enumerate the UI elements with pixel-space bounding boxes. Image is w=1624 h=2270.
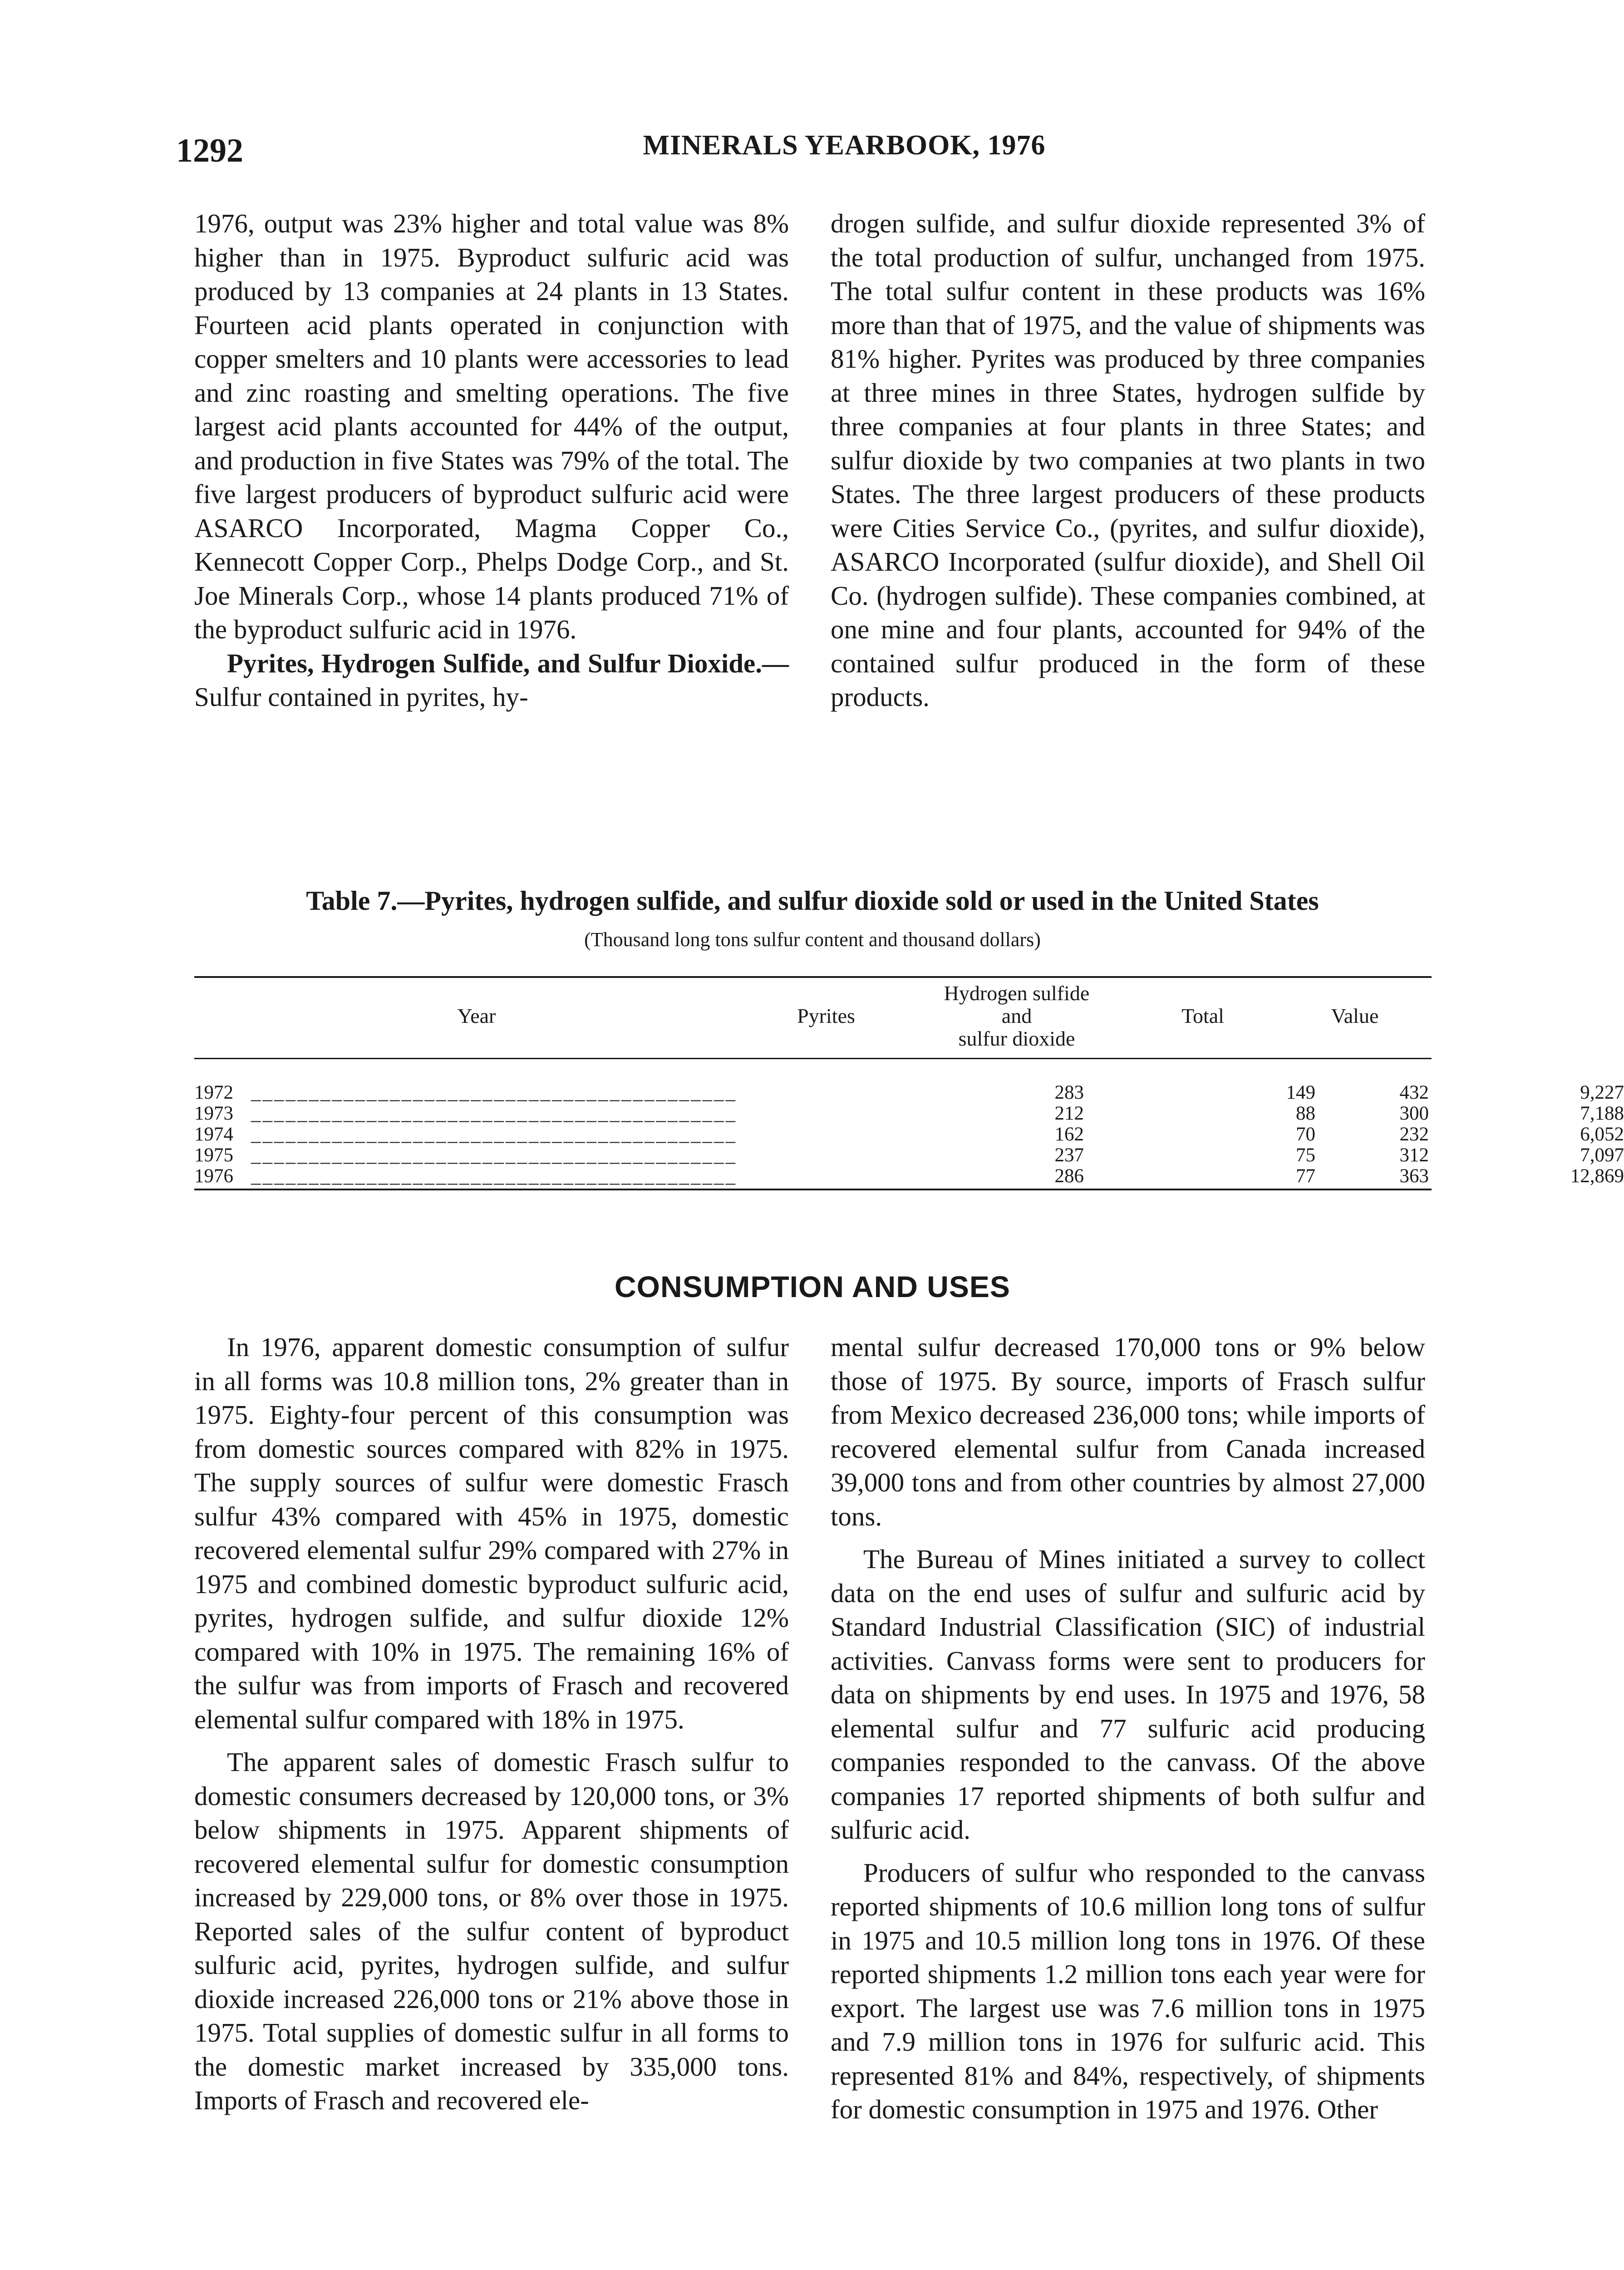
paragraph: The Bureau of Mines initiated a survey to collect data on the end uses of sulfur and sulfuric acid by Standard Industrial Classification (SIC) of industrial activities. Canvass forms were sent to producers for data on shipments by end uses. In 1975 and 1976, 58 elemental sulfur and 77 sulfuric acid producing companies responded to the canvass. Of the above companies 17 reported shipments of both sulfur and sulfuric acid. (831, 1544, 1425, 1845)
leader-dots: __________________________________________ (251, 1165, 737, 1187)
cell-hydrogen-sulfide: 88 (1296, 1103, 1315, 1124)
paragraph-pyrites (194, 646, 789, 714)
table-title: Table 7.—Pyrites, hydrogen sulfide, and sulfur dioxide sold or used in the United States (306, 886, 1319, 916)
table-row (194, 1103, 1624, 1124)
cell-year: 1972 (194, 1082, 233, 1103)
cell-year: 1974 (194, 1124, 233, 1145)
cell-total: 312 (1399, 1145, 1429, 1166)
cell-value: 7,097 (1580, 1145, 1624, 1166)
cell-pyrites: 212 (1054, 1103, 1084, 1124)
leader-dots: __________________________________________ (251, 1145, 737, 1166)
table-row (194, 1145, 1624, 1166)
section-heading: CONSUMPTION AND USES (615, 1270, 1010, 1303)
table-header-rule (194, 1058, 1432, 1059)
table-row (194, 1165, 1624, 1187)
column-header-year: Year (457, 1004, 496, 1027)
bottom-left-column (194, 1330, 789, 2117)
cell-hydrogen-sulfide: 77 (1296, 1165, 1315, 1187)
header-line: sulfur dioxide (958, 1027, 1075, 1050)
table-row (194, 1082, 1624, 1103)
column-header-total: Total (1181, 1004, 1224, 1027)
cell-total: 432 (1399, 1082, 1429, 1103)
cell-hydrogen-sulfide: 75 (1296, 1145, 1315, 1166)
paragraph: 1976, output was 23% higher and total value was 8% higher than in 1975. Byproduct sulfuric acid was produced by 13 companies at 24 plants in 13 States. Fourteen acid plants operated in conjunction with copper smelters and 10 plants were accessories to lead and zinc roasting and smelting operations. The five largest acid plants accounted for 44% of the output, and production in five States was 79% of the total. The five largest producers of byproduct sulfuric acid were ASARCO Incorporated, Magma Copper Co., Kennecott Copper Corp., Phelps Dodge Corp., and St. Joe Minerals Corp., whose 14 plants produced 71% of the byproduct sulfuric acid in 1976. (194, 208, 789, 644)
paragraph: In 1976, apparent domestic consumption of sulfur in all forms was 10.8 million tons, 2% greater than in 1975. Eighty-four percent of this consumption was from domestic sources compared with 82% in 1975. The supply sources of sulfur were domestic Frasch sulfur 43% compared with 45% in 1975, domestic recovered elemental sulfur 29% compared with 27% in 1975 and combined domestic byproduct sulfuric acid, pyrites, hydrogen sulfide, and sulfur dioxide 12% compared with 10% in 1975. The remaining 16% of the sulfur was from imports of Frasch and recovered elemental sulfur compared with 18% in 1975. (194, 1332, 789, 1734)
top-left-column (194, 207, 789, 714)
header-line: Hydrogen sulfide (944, 982, 1090, 1005)
column-header-hydrogen-sulfide (899, 982, 1135, 1050)
cell-value: 12,869 (1570, 1165, 1624, 1187)
cell-total: 363 (1399, 1165, 1429, 1187)
subsection-heading: Pyrites, Hydrogen Sulfide, and Sulfur Dioxide.— (227, 648, 789, 678)
cell-value: 6,052 (1580, 1124, 1624, 1145)
cell-year: 1973 (194, 1103, 233, 1124)
cell-pyrites: 162 (1054, 1124, 1084, 1145)
header-line: and (1001, 1004, 1032, 1027)
column-header-value: Value (1331, 1004, 1379, 1027)
leader-dots: __________________________________________ (251, 1082, 737, 1103)
page-number: 1292 (176, 132, 243, 169)
cell-hydrogen-sulfide: 149 (1286, 1082, 1315, 1103)
table-top-rule (194, 976, 1432, 978)
cell-year: 1976 (194, 1165, 233, 1187)
cell-year: 1975 (194, 1145, 233, 1166)
cell-pyrites: 283 (1054, 1082, 1084, 1103)
cell-value: 9,227 (1580, 1082, 1624, 1103)
top-right-column (831, 207, 1425, 714)
table-bottom-rule (194, 1189, 1432, 1190)
cell-total: 300 (1399, 1103, 1429, 1124)
cell-pyrites: 237 (1054, 1145, 1084, 1166)
leader-dots: __________________________________________ (251, 1103, 737, 1124)
running-head: MINERALS YEARBOOK, 1976 (643, 130, 1046, 161)
subsection-text: Sulfur contained in pyrites, hy- (194, 682, 528, 712)
bottom-right-column (831, 1330, 1425, 2127)
paragraph: The apparent sales of domestic Frasch sulfur to domestic consumers decreased by 120,000 tons, or 3% below shipments in 1975. Apparent shipments of recovered elemental sulfur for domestic consumption increased by 229,000 tons, or 8% over those in 1975. Reported sales of the sulfur content of byproduct sulfuric acid, pyrites, hydrogen sulfide, and sulfur dioxide increased 226,000 tons or 21% above those in 1975. Total supplies of domestic sulfur in all forms to the domestic market increased by 335,000 tons. Imports of Frasch and recovered ele- (194, 1747, 789, 2115)
column-header-pyrites: Pyrites (797, 1004, 855, 1027)
paragraph: drogen sulfide, and sulfur dioxide represented 3% of the total production of sulfur, unchanged from 1975. The total sulfur content in these products was 16% more than that of 1975, and the value of shipments was 81% higher. Pyrites was produced by three companies at three mines in three States, hydrogen sulfide by three companies at four plants in three States; and sulfur dioxide by two companies at two plants in two States. The three largest producers of these products were Cities Service Co., (pyrites, and sulfur dioxide), ASARCO Incorporated (sulfur dioxide), and Shell Oil Co. (hydrogen sulfide). These companies combined, at one mine and four plants, accounted for 94% of the contained sulfur produced in the form of these products. (831, 208, 1425, 712)
cell-total: 232 (1399, 1124, 1429, 1145)
cell-hydrogen-sulfide: 70 (1296, 1124, 1315, 1145)
table-subtitle: (Thousand long tons sulfur content and thousand dollars) (584, 928, 1041, 951)
cell-pyrites: 286 (1054, 1165, 1084, 1187)
table-row (194, 1124, 1624, 1145)
cell-value: 7,188 (1580, 1103, 1624, 1124)
paragraph: mental sulfur decreased 170,000 tons or 9% below those of 1975. By source, imports of Frasch sulfur from Mexico decreased 236,000 tons; while imports of recovered elemental sulfur from Canada increased 39,000 tons and from other countries by almost 27,000 tons. (831, 1332, 1425, 1531)
paragraph: Producers of sulfur who responded to the canvass reported shipments of 10.6 million long tons of sulfur in 1975 and 10.5 million long tons in 1976. Of these reported shipments 1.2 million tons each year were for export. The largest use was 7.6 million tons in 1975 and 7.9 million tons in 1976 for sulfuric acid. This represented 81% and 84%, respectively, of shipments for domestic consumption in 1975 and 1976. Other (831, 1857, 1425, 2124)
leader-dots: __________________________________________ (251, 1124, 737, 1145)
